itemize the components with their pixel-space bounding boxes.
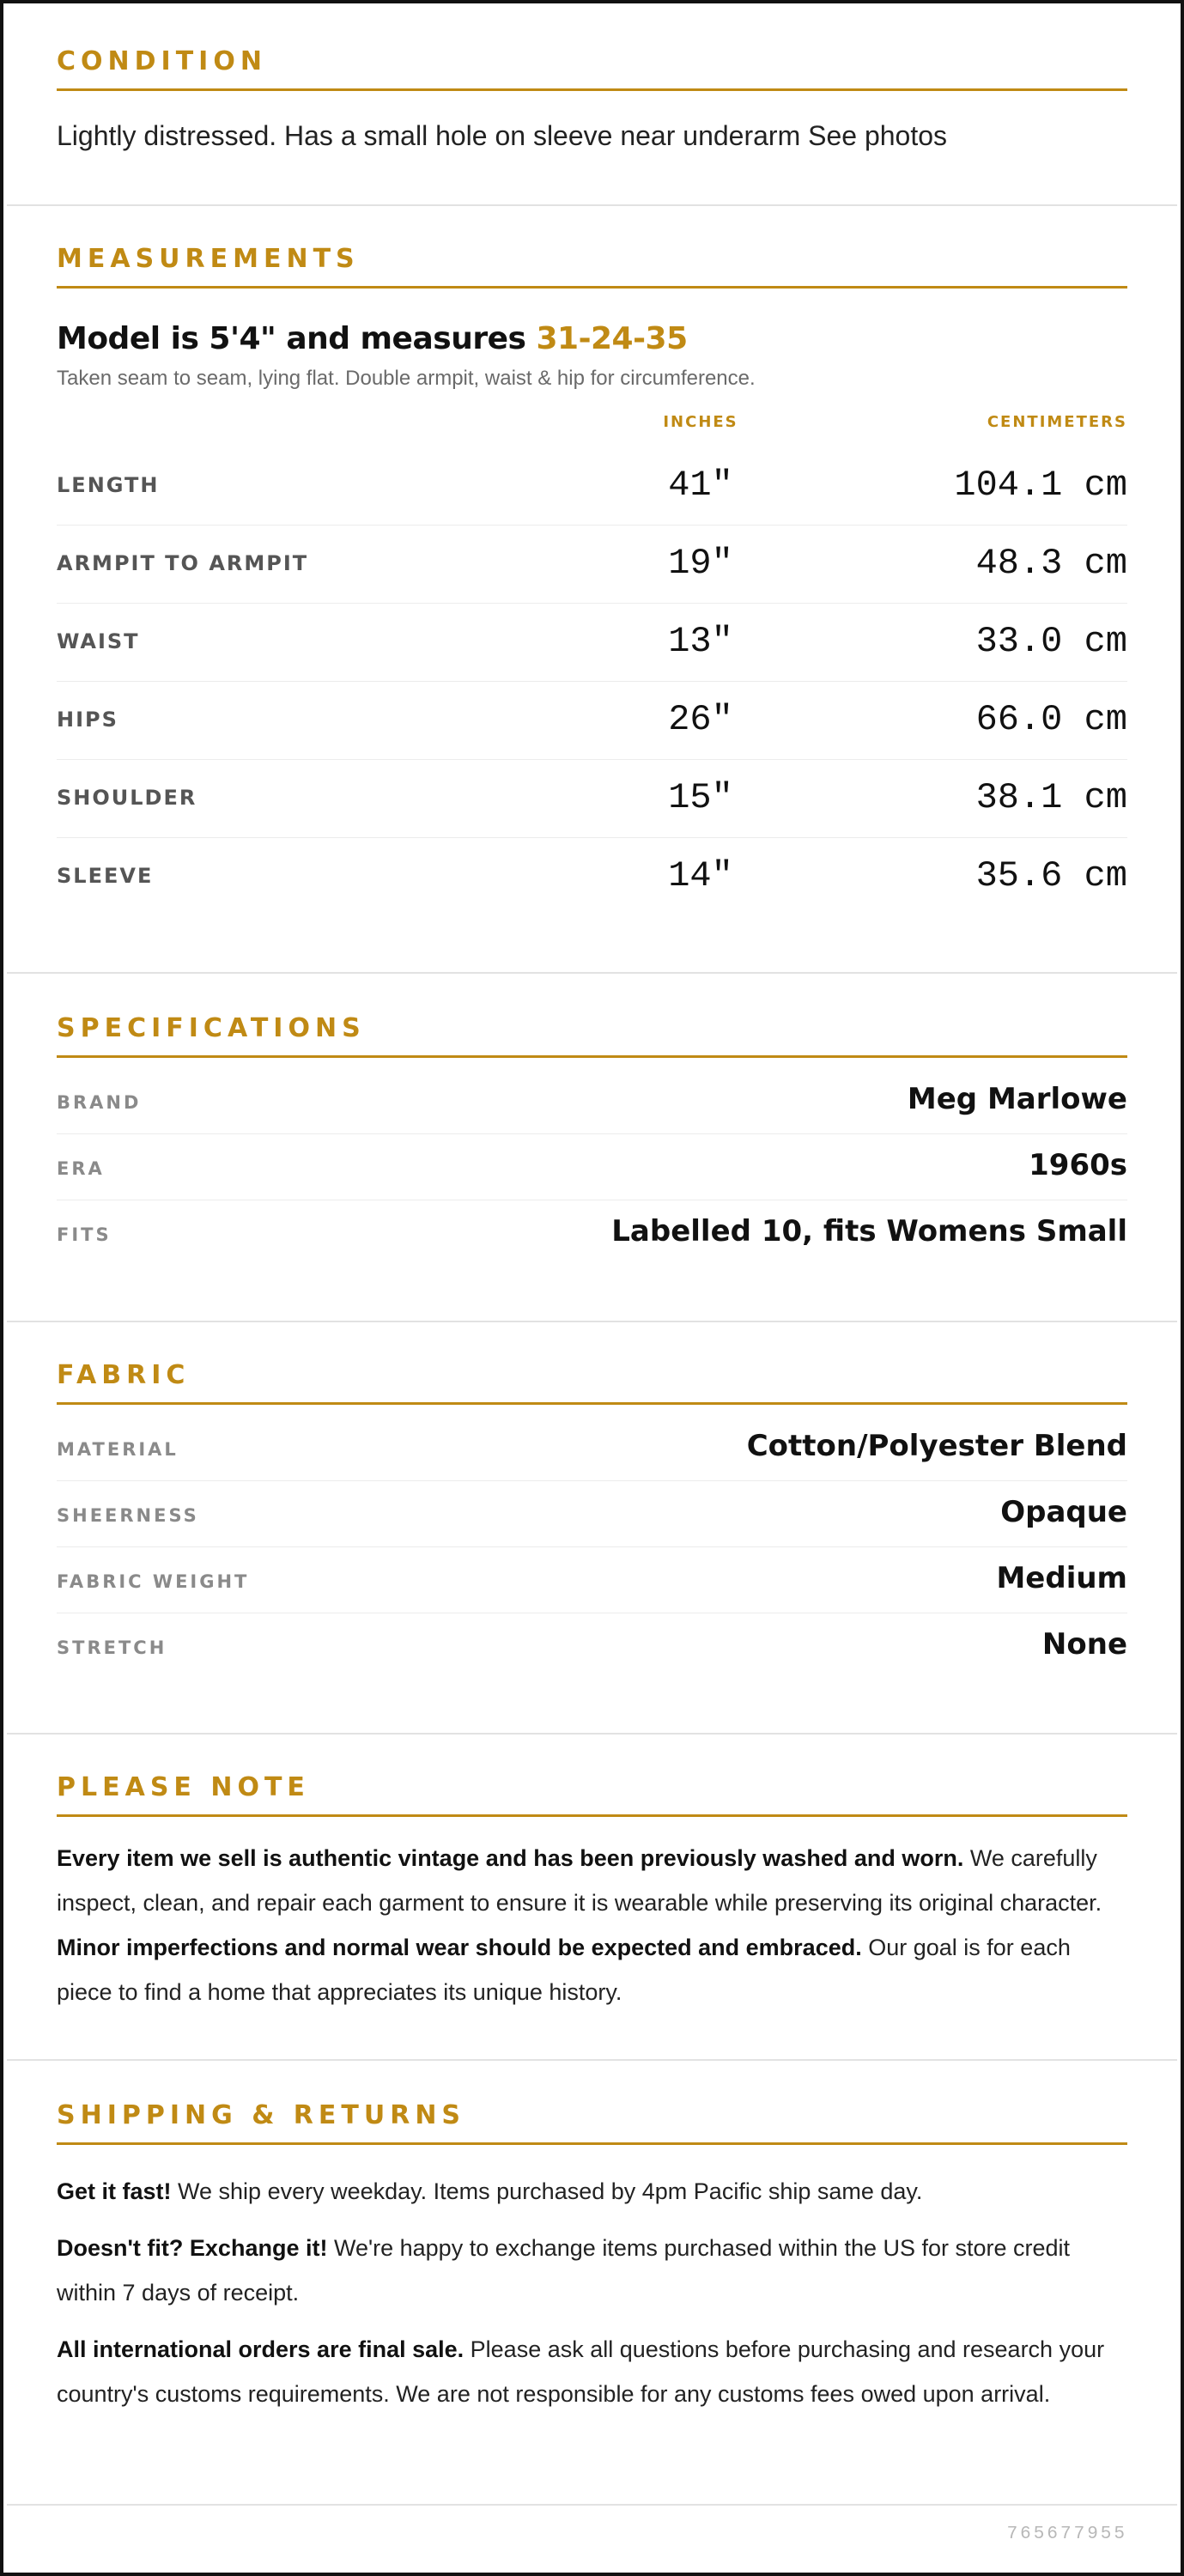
fabric-value: None [1041,1627,1127,1662]
note-text-1: We carefully inspect, clean, and repair each garment to ensure it is wearable while preserving its original character. [57,1845,1102,1916]
fabric-section [7,1360,1177,1735]
shipping-text-3: Please ask all questions before purchasing and research your country's customs requirements. We are not responsible for any customs fees owed upon arrival. [57,2336,1105,2407]
fabric-label: STRETCH [57,1637,167,1658]
product-id: 765677955 [1006,2524,1127,2544]
fabric-value: Cotton/Polyester Blend [746,1429,1127,1463]
measurement-label: HIPS [57,708,118,732]
please-note-text [57,1836,1127,2014]
specifications-section [7,1013,1177,1322]
please-note-heading: PLEASE NOTE [57,1772,1127,1817]
condition-heading: CONDITION [57,46,1127,91]
centimeters-column-header: CENTIMETERS [987,413,1127,431]
fabric-row [57,1481,1127,1547]
shipping-heading: SHIPPING & RETURNS [57,2100,1127,2145]
measurements-subtitle: Taken seam to seam, lying flat. Double armpit, waist & hip for circumference. [57,367,756,390]
fabric-heading: FABRIC [57,1360,1127,1405]
measurement-label: SLEEVE [57,864,154,888]
measurement-cm: 33.0 cm [975,621,1127,662]
measurement-label: SHOULDER [57,786,197,810]
model-measures-value: 31-24-35 [536,321,688,356]
fabric-list [57,1415,1127,1680]
measurement-label: LENGTH [57,473,160,497]
fabric-row [57,1415,1127,1481]
measurement-inches: 26" [668,699,733,740]
measurement-inches: 41" [668,465,733,506]
fabric-row [57,1547,1127,1613]
measurement-inches: 19" [668,543,733,584]
measurement-row [57,604,1127,682]
fabric-row [57,1613,1127,1680]
measurement-row [57,682,1127,760]
spec-label: FITS [57,1224,112,1245]
note-bold-2: Minor imperfections and normal wear should be expected and embraced. [57,1935,862,1960]
measurements-table-header [57,413,1127,447]
spec-label: BRAND [57,1092,142,1113]
fabric-label: MATERIAL [57,1439,179,1460]
fabric-value: Opaque [1000,1495,1127,1529]
note-text-2: Our goal is for each piece to find a home that appreciates its unique history. [57,1935,1071,2005]
measurement-label: ARMPIT TO ARMPIT [57,551,309,575]
fabric-label: SHEERNESS [57,1505,199,1526]
shipping-text-1: We ship every weekday. Items purchased by 4pm Pacific ship same day. [171,2178,923,2204]
shipping-paragraph-1 [57,2169,1127,2214]
measurement-cm: 48.3 cm [975,543,1127,584]
measurement-cm: 66.0 cm [975,699,1127,740]
spec-row [57,1068,1127,1134]
condition-section [7,46,1177,206]
measurement-row [57,526,1127,604]
spec-value: 1960s [1029,1148,1127,1182]
spec-value: Meg Marlowe [907,1082,1127,1116]
specifications-list [57,1068,1127,1267]
shipping-returns-section [7,2100,1177,2506]
measurements-section [7,244,1177,974]
measurement-label: WAIST [57,629,140,653]
measurement-inches: 13" [668,621,733,662]
please-note-section [7,1772,1177,2061]
measurement-row [57,760,1127,838]
measurement-inches: 15" [668,777,733,818]
specifications-heading: SPECIFICATIONS [57,1013,1127,1058]
condition-text: Lightly distressed. Has a small hole on sleeve near underarm See photos [57,120,948,151]
note-bold-1: Every item we sell is authentic vintage and has been previously washed and worn. [57,1845,964,1871]
spec-value: Labelled 10, fits Womens Small [611,1214,1127,1249]
shipping-bold-3: All international orders are final sale. [57,2336,464,2362]
measurement-inches: 14" [668,855,733,896]
model-measurements [57,321,1127,356]
shipping-paragraph-3 [57,2327,1127,2416]
shipping-bold-1: Get it fast! [57,2178,172,2204]
fabric-value: Medium [996,1561,1127,1595]
spec-row [57,1200,1127,1267]
shipping-bold-2: Doesn't fit? Exchange it! [57,2235,328,2261]
spec-label: ERA [57,1158,105,1179]
spec-row [57,1134,1127,1200]
measurement-cm: 104.1 cm [954,465,1127,506]
model-prefix: Model is 5'4" and measures [57,321,537,356]
measurement-row [57,447,1127,526]
shipping-text-2: We're happy to exchange items purchased within the US for store credit within 7 days of receipt. [57,2235,1071,2306]
measurement-row [57,838,1127,916]
measurement-cm: 35.6 cm [975,855,1127,896]
inches-column-header: INCHES [663,413,738,431]
fabric-label: FABRIC WEIGHT [57,1571,250,1592]
measurement-cm: 38.1 cm [975,777,1127,818]
shipping-paragraph-2 [57,2226,1127,2315]
measurements-heading: MEASUREMENTS [57,244,1127,289]
measurements-table [57,447,1127,916]
